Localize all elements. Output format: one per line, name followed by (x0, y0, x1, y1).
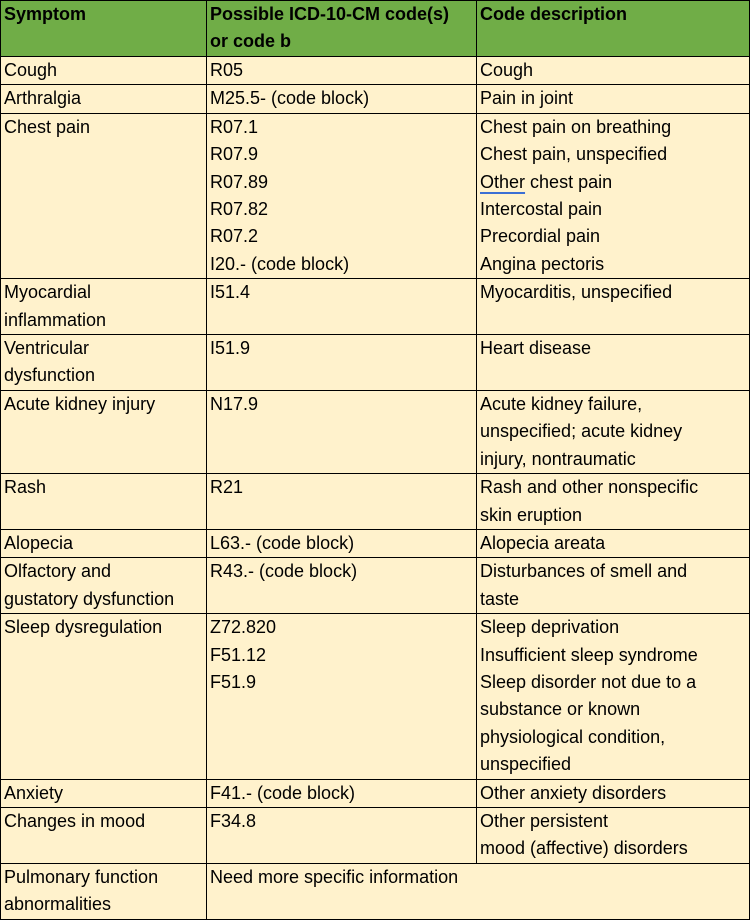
table-row-acute-kidney-injury (1, 390, 750, 473)
description-text: Rash and other nonspecific (480, 477, 699, 498)
symptom-cell (1, 779, 207, 807)
code-text: R43.- (code block) (210, 561, 358, 582)
symptom-cell (1, 85, 207, 113)
table-row-arthralgia (1, 85, 750, 113)
code-cell (207, 57, 477, 85)
description-cell (477, 335, 750, 391)
description-cell (477, 390, 750, 473)
code-text: F51.12 (210, 644, 267, 665)
table-row-pulmonary-function (1, 863, 750, 919)
description-text: Myocarditis, unspecified (480, 282, 673, 303)
description-text: Angina pectoris (480, 253, 605, 274)
symptom-cell (1, 390, 207, 473)
symptom-text: Arthralgia (4, 88, 82, 109)
symptom-text: dysfunction (4, 365, 96, 386)
description-text: taste (480, 588, 520, 609)
code-text: Z72.820 (210, 617, 277, 638)
symptom-cell (1, 335, 207, 391)
symptom-text: Myocardial (4, 282, 92, 303)
symptom-cell (1, 558, 207, 614)
description-text: Sleep disorder not due to a (480, 671, 697, 692)
header-codes (207, 1, 477, 57)
table-row-chest-pain (1, 113, 750, 278)
symptom-cell (1, 474, 207, 530)
table-row-cough (1, 57, 750, 85)
table-row-rash (1, 474, 750, 530)
description-text: Pain in joint (480, 88, 574, 109)
code-text: F51.9 (210, 671, 257, 692)
code-text: R07.9 (210, 144, 259, 165)
symptom-text: Changes in mood (4, 810, 146, 831)
description-cell (477, 57, 750, 85)
symptom-text: inflammation (4, 309, 107, 330)
symptom-cell (1, 279, 207, 335)
header-codes-line-2: or code b (210, 31, 292, 52)
description-text: Chest pain, unspecified (480, 144, 668, 165)
code-cell (207, 529, 477, 557)
code-text: F34.8 (210, 810, 257, 831)
description-text: Cough (480, 60, 534, 80)
description-cell (477, 113, 750, 278)
description-text: physiological condition, (480, 726, 666, 747)
symptom-cell (1, 863, 207, 919)
table-row-changes-in-mood (1, 807, 750, 863)
description-text: Heart disease (480, 338, 592, 359)
description-text: Chest pain on breathing (480, 116, 672, 137)
description-cell (477, 529, 750, 557)
description-cell (477, 614, 750, 779)
header-row (1, 1, 750, 57)
description-text: Other persistent (480, 810, 609, 831)
code-text: R07.2 (210, 226, 259, 247)
description-text: Precordial pain (480, 226, 601, 247)
header-symptom-label: Symptom (4, 4, 87, 24)
description-text: mood (affective) disorders (480, 838, 688, 859)
code-text: R05 (210, 60, 244, 80)
description-cell (477, 558, 750, 614)
symptom-text: Rash (4, 477, 47, 498)
header-description-label: Code description (480, 4, 628, 24)
table-row-ventricular-dysfunction (1, 335, 750, 391)
code-text: N17.9 (210, 393, 259, 414)
code-text: M25.5- (code block) (210, 88, 370, 109)
code-text: F41.- (code block) (210, 782, 356, 803)
description-text: Sleep deprivation (480, 617, 620, 638)
description-text: skin eruption (480, 504, 583, 525)
code-cell (207, 335, 477, 391)
symptom-cell (1, 529, 207, 557)
merged-note-cell (207, 863, 750, 919)
code-cell (207, 779, 477, 807)
spellcheck-flagged-word[interactable]: Other (480, 171, 526, 192)
description-cell (477, 279, 750, 335)
table-row-alopecia (1, 529, 750, 557)
table-row-olfactory-gustatory (1, 558, 750, 614)
code-cell (207, 614, 477, 779)
table-row-anxiety (1, 779, 750, 807)
symptom-text: Anxiety (4, 782, 64, 803)
description-text: substance or known (480, 699, 641, 720)
description-text: Other anxiety disorders (480, 782, 667, 803)
symptom-text: Cough (4, 60, 58, 80)
description-text: injury, nontraumatic (480, 448, 636, 469)
description-text: Insufficient sleep syndrome (480, 644, 698, 665)
table-row-sleep-dysregulation (1, 614, 750, 779)
symptom-text: Alopecia (4, 532, 74, 553)
note-text: Need more specific information (210, 866, 459, 887)
symptom-text: Ventricular (4, 338, 90, 359)
code-text: I20.- (code block) (210, 253, 350, 274)
code-cell (207, 113, 477, 278)
description-text: Disturbances of smell and (480, 561, 688, 582)
symptom-text: abnormalities (4, 894, 112, 915)
code-cell (207, 807, 477, 863)
symptom-cell (1, 614, 207, 779)
code-cell (207, 558, 477, 614)
symptom-cell (1, 57, 207, 85)
description-text: Alopecia areata (480, 532, 606, 553)
code-text: R07.82 (210, 199, 269, 220)
code-text: I51.9 (210, 338, 251, 359)
header-description (477, 1, 750, 57)
description-cell (477, 85, 750, 113)
description-cell (477, 779, 750, 807)
symptom-text: gustatory dysfunction (4, 588, 175, 609)
header-symptom (1, 1, 207, 57)
code-cell (207, 279, 477, 335)
description-text: Acute kidney failure, (480, 393, 643, 414)
header-codes-line-1: Possible ICD-10-CM code(s) (210, 4, 450, 24)
description-text: chest pain (530, 171, 613, 192)
table-row-myocardial-inflammation (1, 279, 750, 335)
code-text: I51.4 (210, 282, 251, 303)
symptom-text: Pulmonary function (4, 866, 159, 887)
description-text: Intercostal pain (480, 199, 603, 220)
code-cell (207, 474, 477, 530)
description-cell (477, 474, 750, 530)
code-text: L63.- (code block) (210, 532, 355, 553)
symptom-text: Acute kidney injury (4, 393, 156, 414)
description-text-with-spellcheck (480, 169, 749, 196)
symptom-text: Olfactory and (4, 561, 112, 582)
code-cell (207, 390, 477, 473)
symptom-text: Sleep dysregulation (4, 617, 163, 638)
description-text: unspecified (480, 754, 572, 775)
description-cell (477, 807, 750, 863)
symptom-text: Chest pain (4, 116, 91, 137)
code-text: R07.89 (210, 171, 269, 192)
symptom-cell (1, 113, 207, 278)
symptom-cell (1, 807, 207, 863)
code-text: R07.1 (210, 116, 259, 137)
description-text: unspecified; acute kidney (480, 421, 683, 442)
code-text: R21 (210, 477, 244, 498)
code-cell (207, 85, 477, 113)
